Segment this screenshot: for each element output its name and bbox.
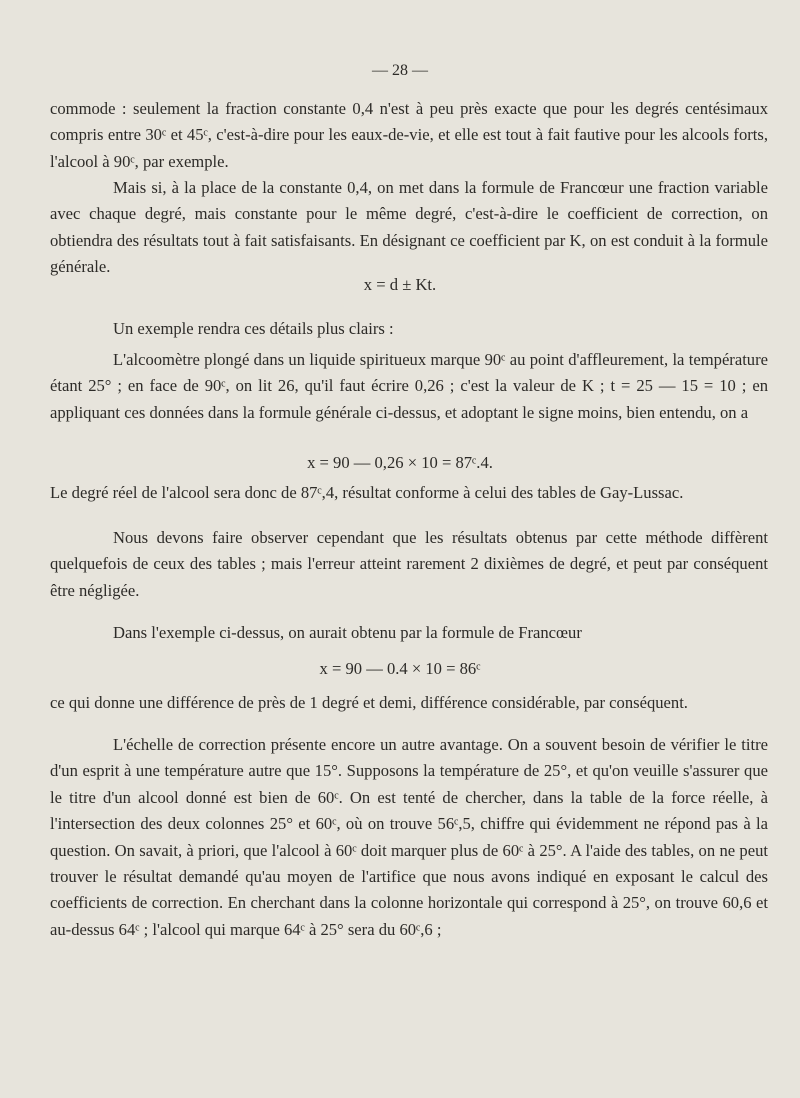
paragraph-3: Un exemple rendra ces détails plus clairs : <box>113 319 394 338</box>
formula-example: x = 90 — 0,26 × 10 = 87ᶜ.4. <box>307 453 493 472</box>
paragraph-2: Mais si, à la place de la constante 0,4, on met dans la formule de Francœur une fraction variable avec chaque degré, mais constante pour le même degré, c'est-à-dire le coefficient de correction, on obtiendra des résultats tout à fait satisfaisants. En désignant ce coefficient par K, on est conduit à la formule générale. <box>50 178 768 277</box>
page-number: — 28 — <box>372 62 428 79</box>
paragraph-5: Le degré réel de l'alcool sera donc de 87ᶜ,4, résultat conforme à celui des tables de Gay-Lussac. <box>50 483 684 502</box>
paragraph-1: commode : seulement la fraction constante 0,4 n'est à peu près exacte que pour les degrés centésimaux compris entre 30ᶜ et 45ᶜ, c'est-à-dire pour les eaux-de-vie, et elle est tout à fait fautive pour les alcools forts, l'alcool à 90ᶜ, par exemple. <box>50 99 768 171</box>
paragraph-4: L'alcoomètre plongé dans un liquide spiritueux marque 90ᶜ au point d'affleurement, la température étant 25° ; en face de 90ᶜ, on lit 26, qu'il faut écrire 0,26 ; c'est la valeur de K ; t = 25 — 15 = 10 ; en appliquant ces données dans la formule générale ci-dessus, et adoptant le signe moins, bien entendu, on a <box>50 350 768 422</box>
paragraph-6: Nous devons faire observer cependant que les résultats obtenus par cette méthode diffèrent quelquefois de ceux des tables ; mais l'erreur atteint rarement 2 dixièmes de degré, et peut par conséquent être négligée. <box>50 528 768 600</box>
paragraph-9: L'échelle de correction présente encore un autre avantage. On a souvent besoin de vérifier le titre d'un esprit à une température autre que 15°. Supposons la température de 25°, et qu'on veuille s'assurer que le titre d'un alcool donné est bien de 60ᶜ. On est tenté de chercher, dans la table de la force réelle, à l'intersection des deux colonnes 25° et 60ᶜ, où on trouve 56ᶜ,5, chiffre qui évidemment ne répond pas à la question. On savait, à priori, que l'alcool à 60ᶜ doit marquer plus de 60ᶜ à 25°. A l'aide des tables, on ne peut trouver le résultat demandé qu'au moyen de l'artifice que nous avons indiqué en exposant le calcul des coefficients de correction. En cherchant dans la colonne horizontale qui correspond à 25°, on trouve 60,6 et au-dessus 64ᶜ ; l'alcool qui marque 64ᶜ à 25° sera du 60ᶜ,6 ; <box>50 735 768 939</box>
formula-general: x = d ± Kt. <box>363 275 437 294</box>
paragraph-8: ce qui donne une différence de près de 1 degré et demi, différence considérable, par conséquent. <box>50 693 688 712</box>
formula-francoeur: x = 90 — 0.4 × 10 = 86ᶜ <box>319 659 481 678</box>
paragraph-7: Dans l'exemple ci-dessus, on aurait obtenu par la formule de Francœur <box>113 623 582 642</box>
